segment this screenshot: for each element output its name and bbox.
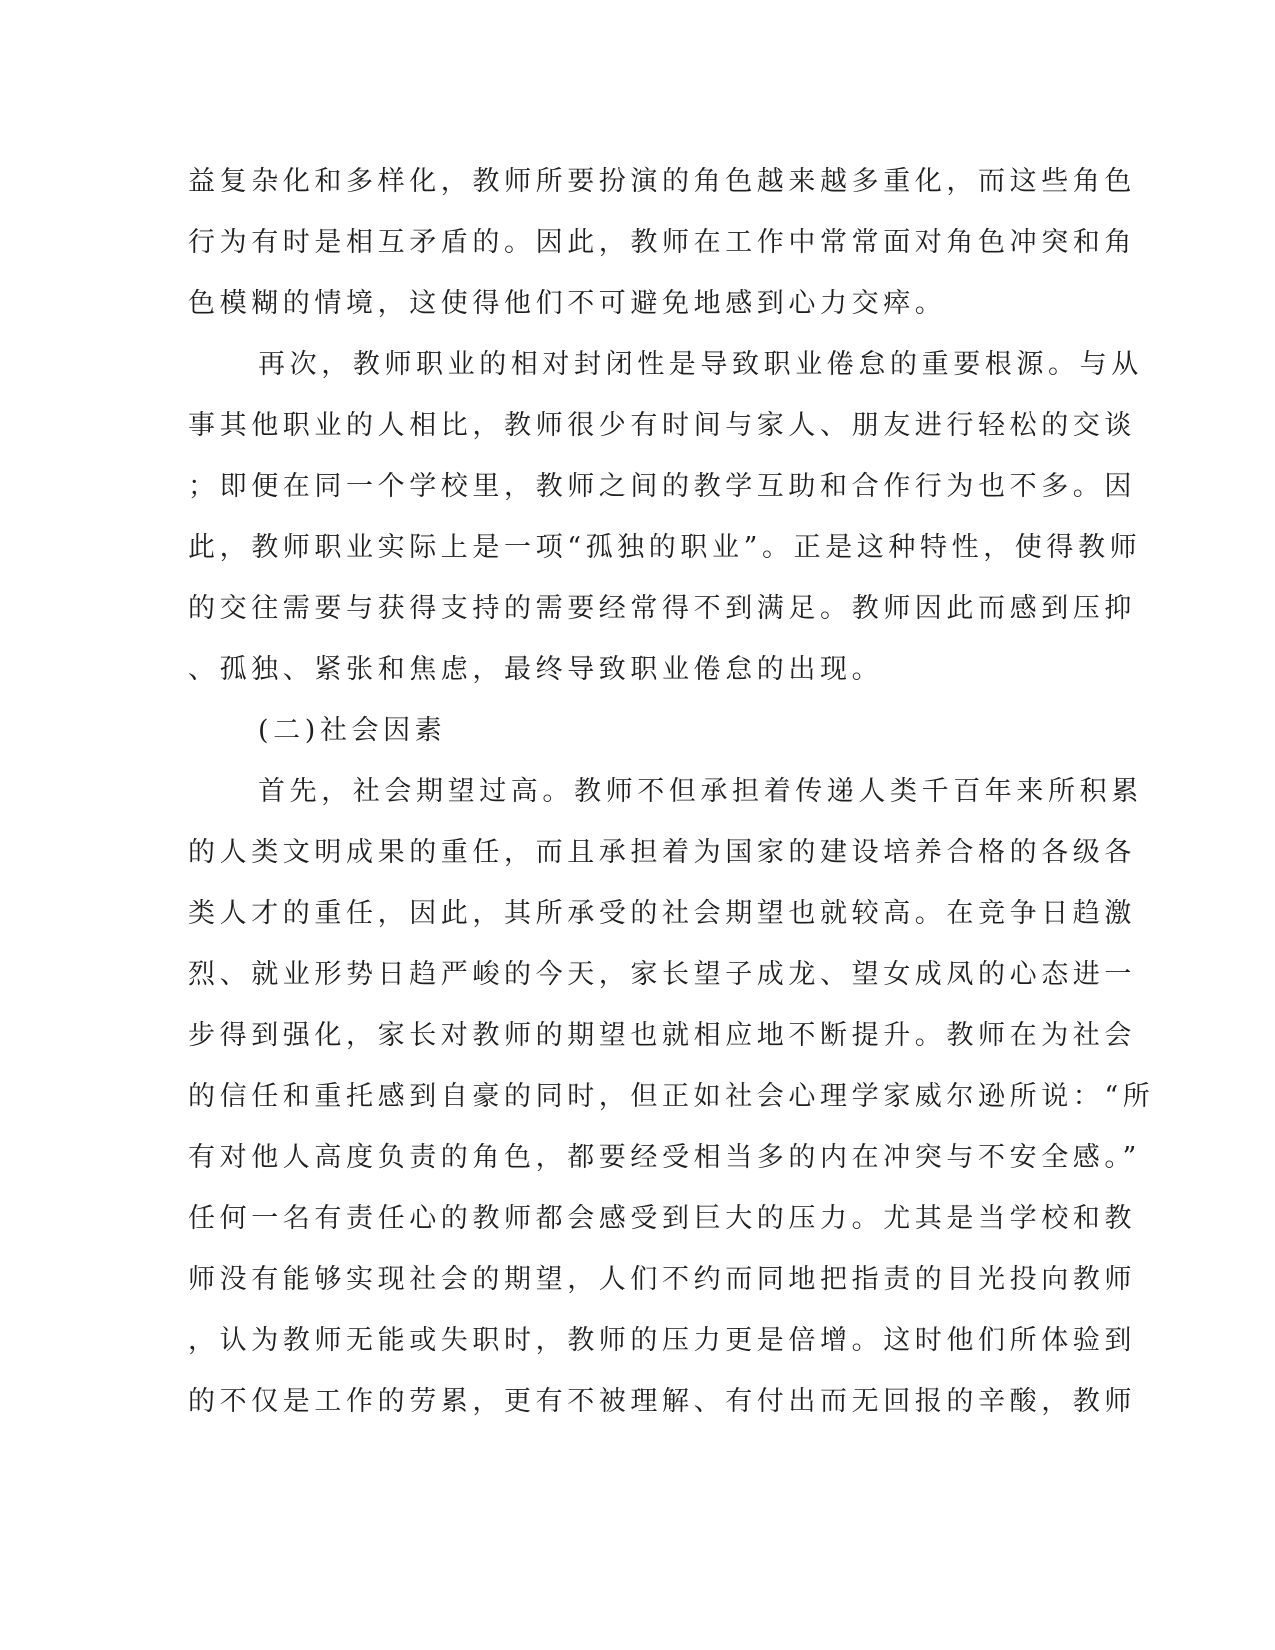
text-line: 的人类文明成果的重任，而且承担着为国家的建设培养合格的各级各 (188, 837, 1136, 868)
text-line: 的信任和重托感到自豪的同时，但正如社会心理学家威尔逊所说：“所 (188, 1081, 1155, 1112)
text-line: ，认为教师无能或失职时，教师的压力更是倍增。这时他们所体验到 (188, 1325, 1136, 1356)
text-line: 步得到强化，家长对教师的期望也就相应地不断提升。教师在为社会 (188, 1020, 1136, 1051)
text-line: 、孤独、紧张和焦虑，最终导致职业倦怠的出现。 (188, 654, 884, 685)
text-line: 事其他职业的人相比，教师很少有时间与家人、朋友进行轻松的交谈 (188, 410, 1136, 441)
text-line: 行为有时是相互矛盾的。因此，教师在工作中常常面对角色冲突和角 (188, 227, 1136, 258)
text-line: 烈、就业形势日趋严峻的今天，家长望子成龙、望女成凤的心态进一 (188, 959, 1136, 990)
text-line: 益复杂化和多样化，教师所要扮演的角色越来越多重化，而这些角色 (188, 166, 1136, 197)
text-line: 任何一名有责任心的教师都会感受到巨大的压力。尤其是当学校和教 (188, 1203, 1136, 1234)
text-line: 色模糊的情境，这使得他们不可避免地感到心力交瘁。 (188, 288, 947, 319)
body-text (188, 162, 1155, 1443)
text-line: 师没有能够实现社会的期望，人们不约而同地把指责的目光投向教师 (188, 1264, 1136, 1295)
paragraph-first-line: 再次，教师职业的相对封闭性是导致职业倦怠的重要根源。与从 (258, 349, 1143, 380)
text-line: 的交往需要与获得支持的需要经常得不到满足。教师因此而感到压抑 (188, 593, 1136, 624)
text-line: 此，教师职业实际上是一项“孤独的职业”。正是这种特性，使得教师 (188, 532, 1142, 563)
text-line: 的不仅是工作的劳累，更有不被理解、有付出而无回报的辛酸，教师 (188, 1386, 1136, 1417)
text-line: 有对他人高度负责的角色，都要经受相当多的内在冲突与不安全感。” (188, 1142, 1141, 1173)
paragraph-first-line: 首先，社会期望过高。教师不但承担着传递人类千百年来所积累 (258, 776, 1143, 807)
text-line: 类人才的重任，因此，其所承受的社会期望也就较高。在竞争日趋激 (188, 898, 1136, 929)
text-line: ；即便在同一个学校里，教师之间的教学互助和合作行为也不多。因 (188, 471, 1136, 502)
paragraph-first-line: (二)社会因素 (258, 715, 447, 746)
